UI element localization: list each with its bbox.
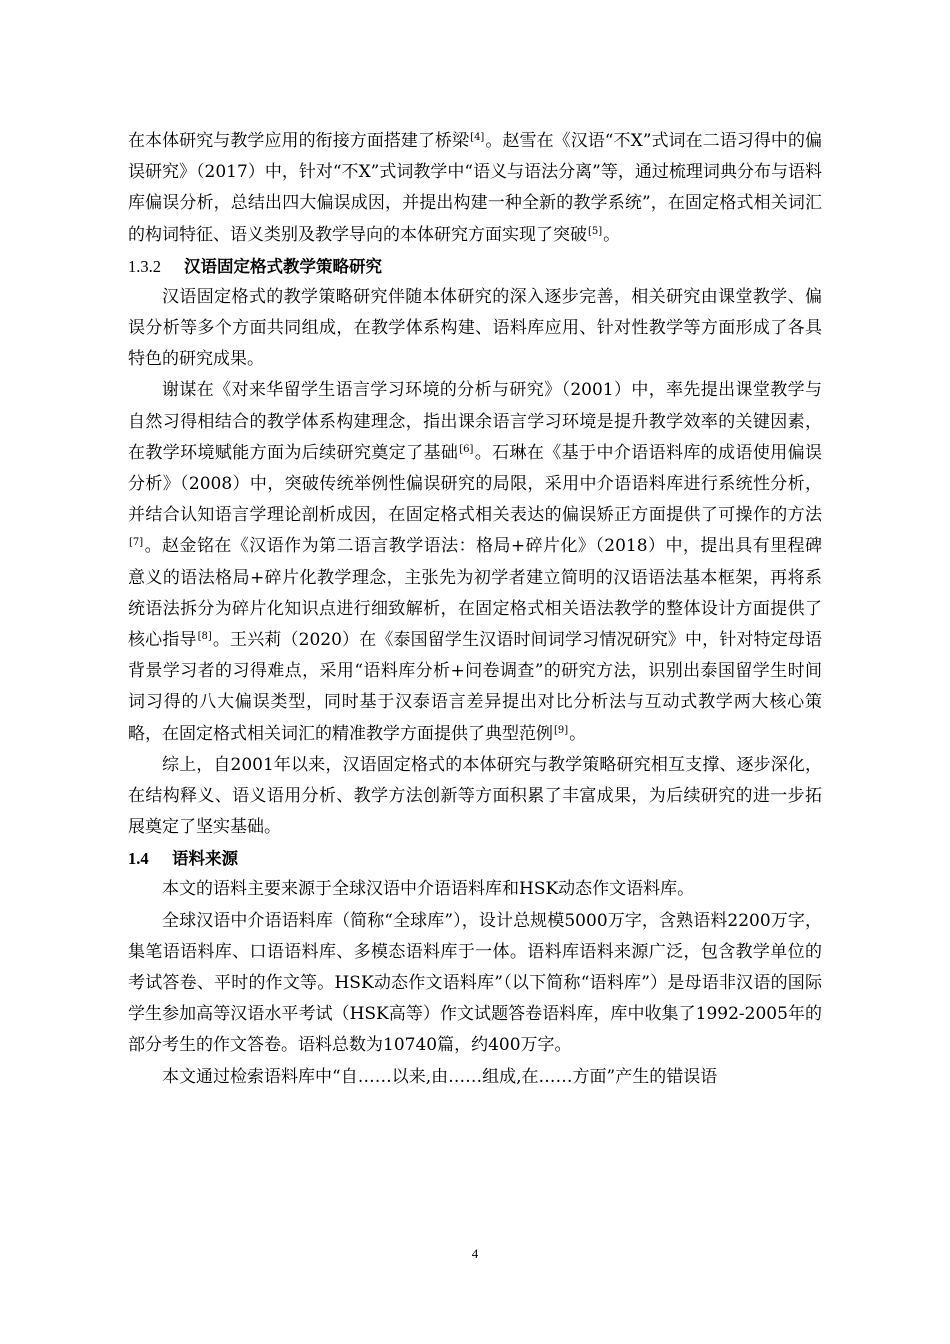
citation-marker: [8] [197,631,212,643]
text-run: 。赵金铭在《汉语作为第二语言教学语法：格局+碎片化》（2018）中，提出具有里程碑意义的语法格局+碎片化教学理念，主张先为初学者建立简明的汉语语法基本框架，再将系统语法拆分为碎片化知识点进行细致解析，在固定格式相关语法教学的整体设计方面提供了核心指导 [128,536,822,651]
text-run: 。石琳在《基于中介语语料库的成语使用偏误分析》（2008）中，突破传统举例性偏误研究的局限，采用中介语语料库进行系统性分析，并结合认知语言学理论剖析成因，在固定格式相关表达的偏误矫正方面提供了可操作的方法 [128,442,823,526]
text-run: 。赵雪在《汉语“不X”式词在二语习得中的偏误研究》（2017）中，针对“不X”式词教学中“语义与语法分离”等，通过梳理词典分布与语料库偏误分析，总结出四大偏误成因，并提出构建一种全新的教学系统”，在固定格式相关词汇的构词特征、语义类别及教学导向的本体研究方面实现了突破 [128,131,822,245]
citation-marker: [5] [588,225,603,237]
body-paragraph [128,375,822,749]
text-run: 谢谋在《对来华留学生语言学习环境的分析与研究》（2001）中，率先提出课堂教学与自然习得相结合的教学体系构建理念，指出课余语言学习环境是提升教学效率的关键因素，在教学环境赋能方面为后续研究奠定了基础 [128,380,822,463]
text-run: 汉语固定格式的教学策略研究伴随本体研究的深入逐步完善，相关研究由课堂教学、偏误分析等多个方面共同组成，在教学体系构建、语料库应用、针对性教学等方面形成了各具特色的研究成果。 [128,286,822,370]
body-paragraph [128,874,822,905]
body-paragraph [128,1062,822,1093]
section-title: 汉语固定格式教学策略研究 [184,256,382,276]
body-paragraph [128,906,822,1062]
citation-marker: [7] [129,537,144,549]
text-run: 本文的语料主要来源于全球汉语中介语语料库和HSK动态作文语料库。 [162,879,695,900]
page-body [128,126,822,1093]
body-paragraph [128,750,822,844]
section-title: 语料来源 [172,849,238,869]
text-run: 。王兴莉（2020）在《泰国留学生汉语时间词学习情况研究》中，针对特定母语背景学习者的习得难点，采用“语料库分析+问卷调查”的研究方法，识别出泰国留学生时间词习得的八大偏误类型，同时基于汉泰语言差异提出对比分析法与互动式教学两大核心策略，在固定格式相关词汇的精准教学方面提供了典型范例 [128,630,823,744]
section-number: 1.4 [128,849,149,869]
text-run: 。 [603,224,621,245]
section-heading [128,251,822,282]
text-run: 综上，自2001年以来，汉语固定格式的本体研究与教学策略研究相互支撑、逐步深化，在结构释义、语义语用分析、教学方法创新等方面积累了丰富成果，为后续研究的进一步拓展奠定了坚实基础。 [128,754,822,838]
citation-marker: [6] [459,443,474,455]
section-heading [128,843,822,874]
text-run: 在本体研究与教学应用的衔接方面搭建了桥梁 [128,131,470,151]
text-run: 。 [569,723,587,744]
section-number: 1.3.2 [128,256,161,276]
text-run: 本文通过检索语料库中“自……以来,由……组成,在……方面”产生的错误语 [162,1066,718,1087]
body-paragraph [128,126,822,251]
citation-marker: [9] [554,724,569,736]
citation-marker: [4] [470,132,485,143]
body-paragraph [128,282,822,376]
text-run: 全球汉语中介语语料库（简称“全球库”），设计总规模5000万字，含熟语料2200万字，集笔语语料库、口语语料库、多模态语料库于一体。语料库语料来源广泛，包含教学单位的考试答卷、平时的作文等。HSK动态作文语料库”（以下简称“语料库”）是母语非汉语的国际学生参加高等汉语水平考试（HSK高等）作文试题答卷语料库，库中收集了1992-2005年的部分考生的作文答卷。语料总数为10740篇，约400万字。 [128,910,822,1056]
page-number: 4 [471,1246,479,1261]
